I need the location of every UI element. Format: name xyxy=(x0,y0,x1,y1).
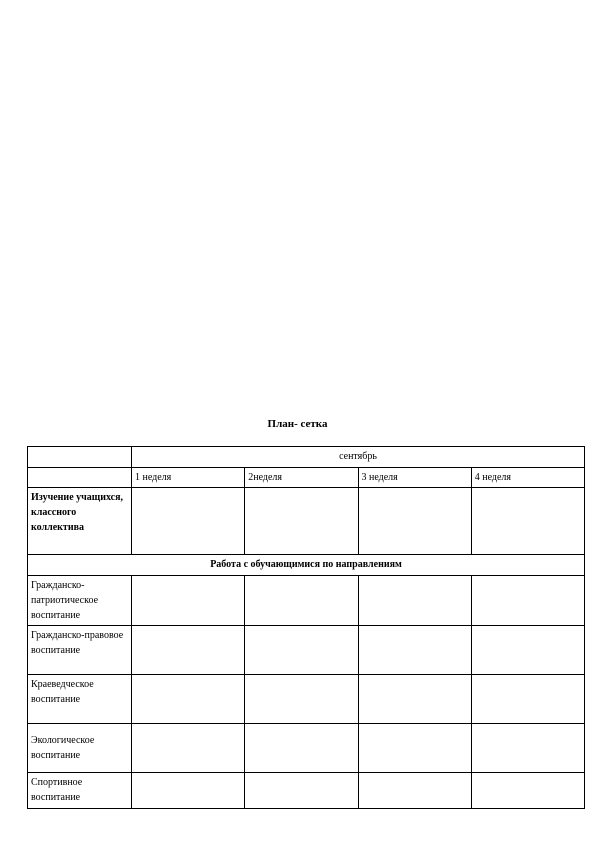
table-row xyxy=(28,576,585,626)
table-cell xyxy=(245,724,358,773)
table-cell xyxy=(132,488,245,555)
table-row xyxy=(28,675,585,724)
month-row xyxy=(28,447,585,468)
page-title: План- сетка xyxy=(267,418,328,430)
table-cell xyxy=(132,626,245,675)
row-label-study: Изучение учащихся, классного коллектива xyxy=(28,488,132,555)
table-cell xyxy=(132,576,245,626)
table-cell xyxy=(471,724,584,773)
table-cell xyxy=(245,626,358,675)
table-cell xyxy=(471,576,584,626)
row-label-direction: Гражданско-патриотическое воспитание xyxy=(28,576,132,626)
row-label-direction: Экологическое воспитание xyxy=(28,724,132,773)
table-cell xyxy=(245,773,358,809)
table-cell xyxy=(358,626,471,675)
section-row xyxy=(28,555,585,576)
table-cell xyxy=(471,626,584,675)
table-cell xyxy=(245,576,358,626)
row-label-direction: Гражданско-правовое воспитание xyxy=(28,626,132,675)
empty-corner-cell xyxy=(28,468,132,488)
table-cell xyxy=(471,675,584,724)
table-cell xyxy=(245,488,358,555)
table-cell xyxy=(358,675,471,724)
table-row xyxy=(28,488,585,555)
row-label-direction: Краеведческое воспитание xyxy=(28,675,132,724)
table-cell xyxy=(358,724,471,773)
table-row xyxy=(28,626,585,675)
table-cell xyxy=(358,576,471,626)
section-heading: Работа с обучающимися по направлениям xyxy=(28,555,585,576)
table-cell xyxy=(132,773,245,809)
week-header-1: 1 неделя xyxy=(132,468,245,488)
week-header-2: 2неделя xyxy=(245,468,358,488)
table-cell xyxy=(471,488,584,555)
month-header: сентябрь xyxy=(132,447,585,468)
table-cell xyxy=(132,724,245,773)
empty-corner-cell xyxy=(28,447,132,468)
table-cell xyxy=(245,675,358,724)
row-label-direction: Спортивное воспитание xyxy=(28,773,132,809)
table-cell xyxy=(358,488,471,555)
table-cell xyxy=(471,773,584,809)
plan-grid-table xyxy=(27,446,585,809)
table-cell xyxy=(132,675,245,724)
table-row xyxy=(28,773,585,809)
week-header-3: 3 неделя xyxy=(358,468,471,488)
week-header-4: 4 неделя xyxy=(471,468,584,488)
weeks-row xyxy=(28,468,585,488)
table-cell xyxy=(358,773,471,809)
table-row xyxy=(28,724,585,773)
